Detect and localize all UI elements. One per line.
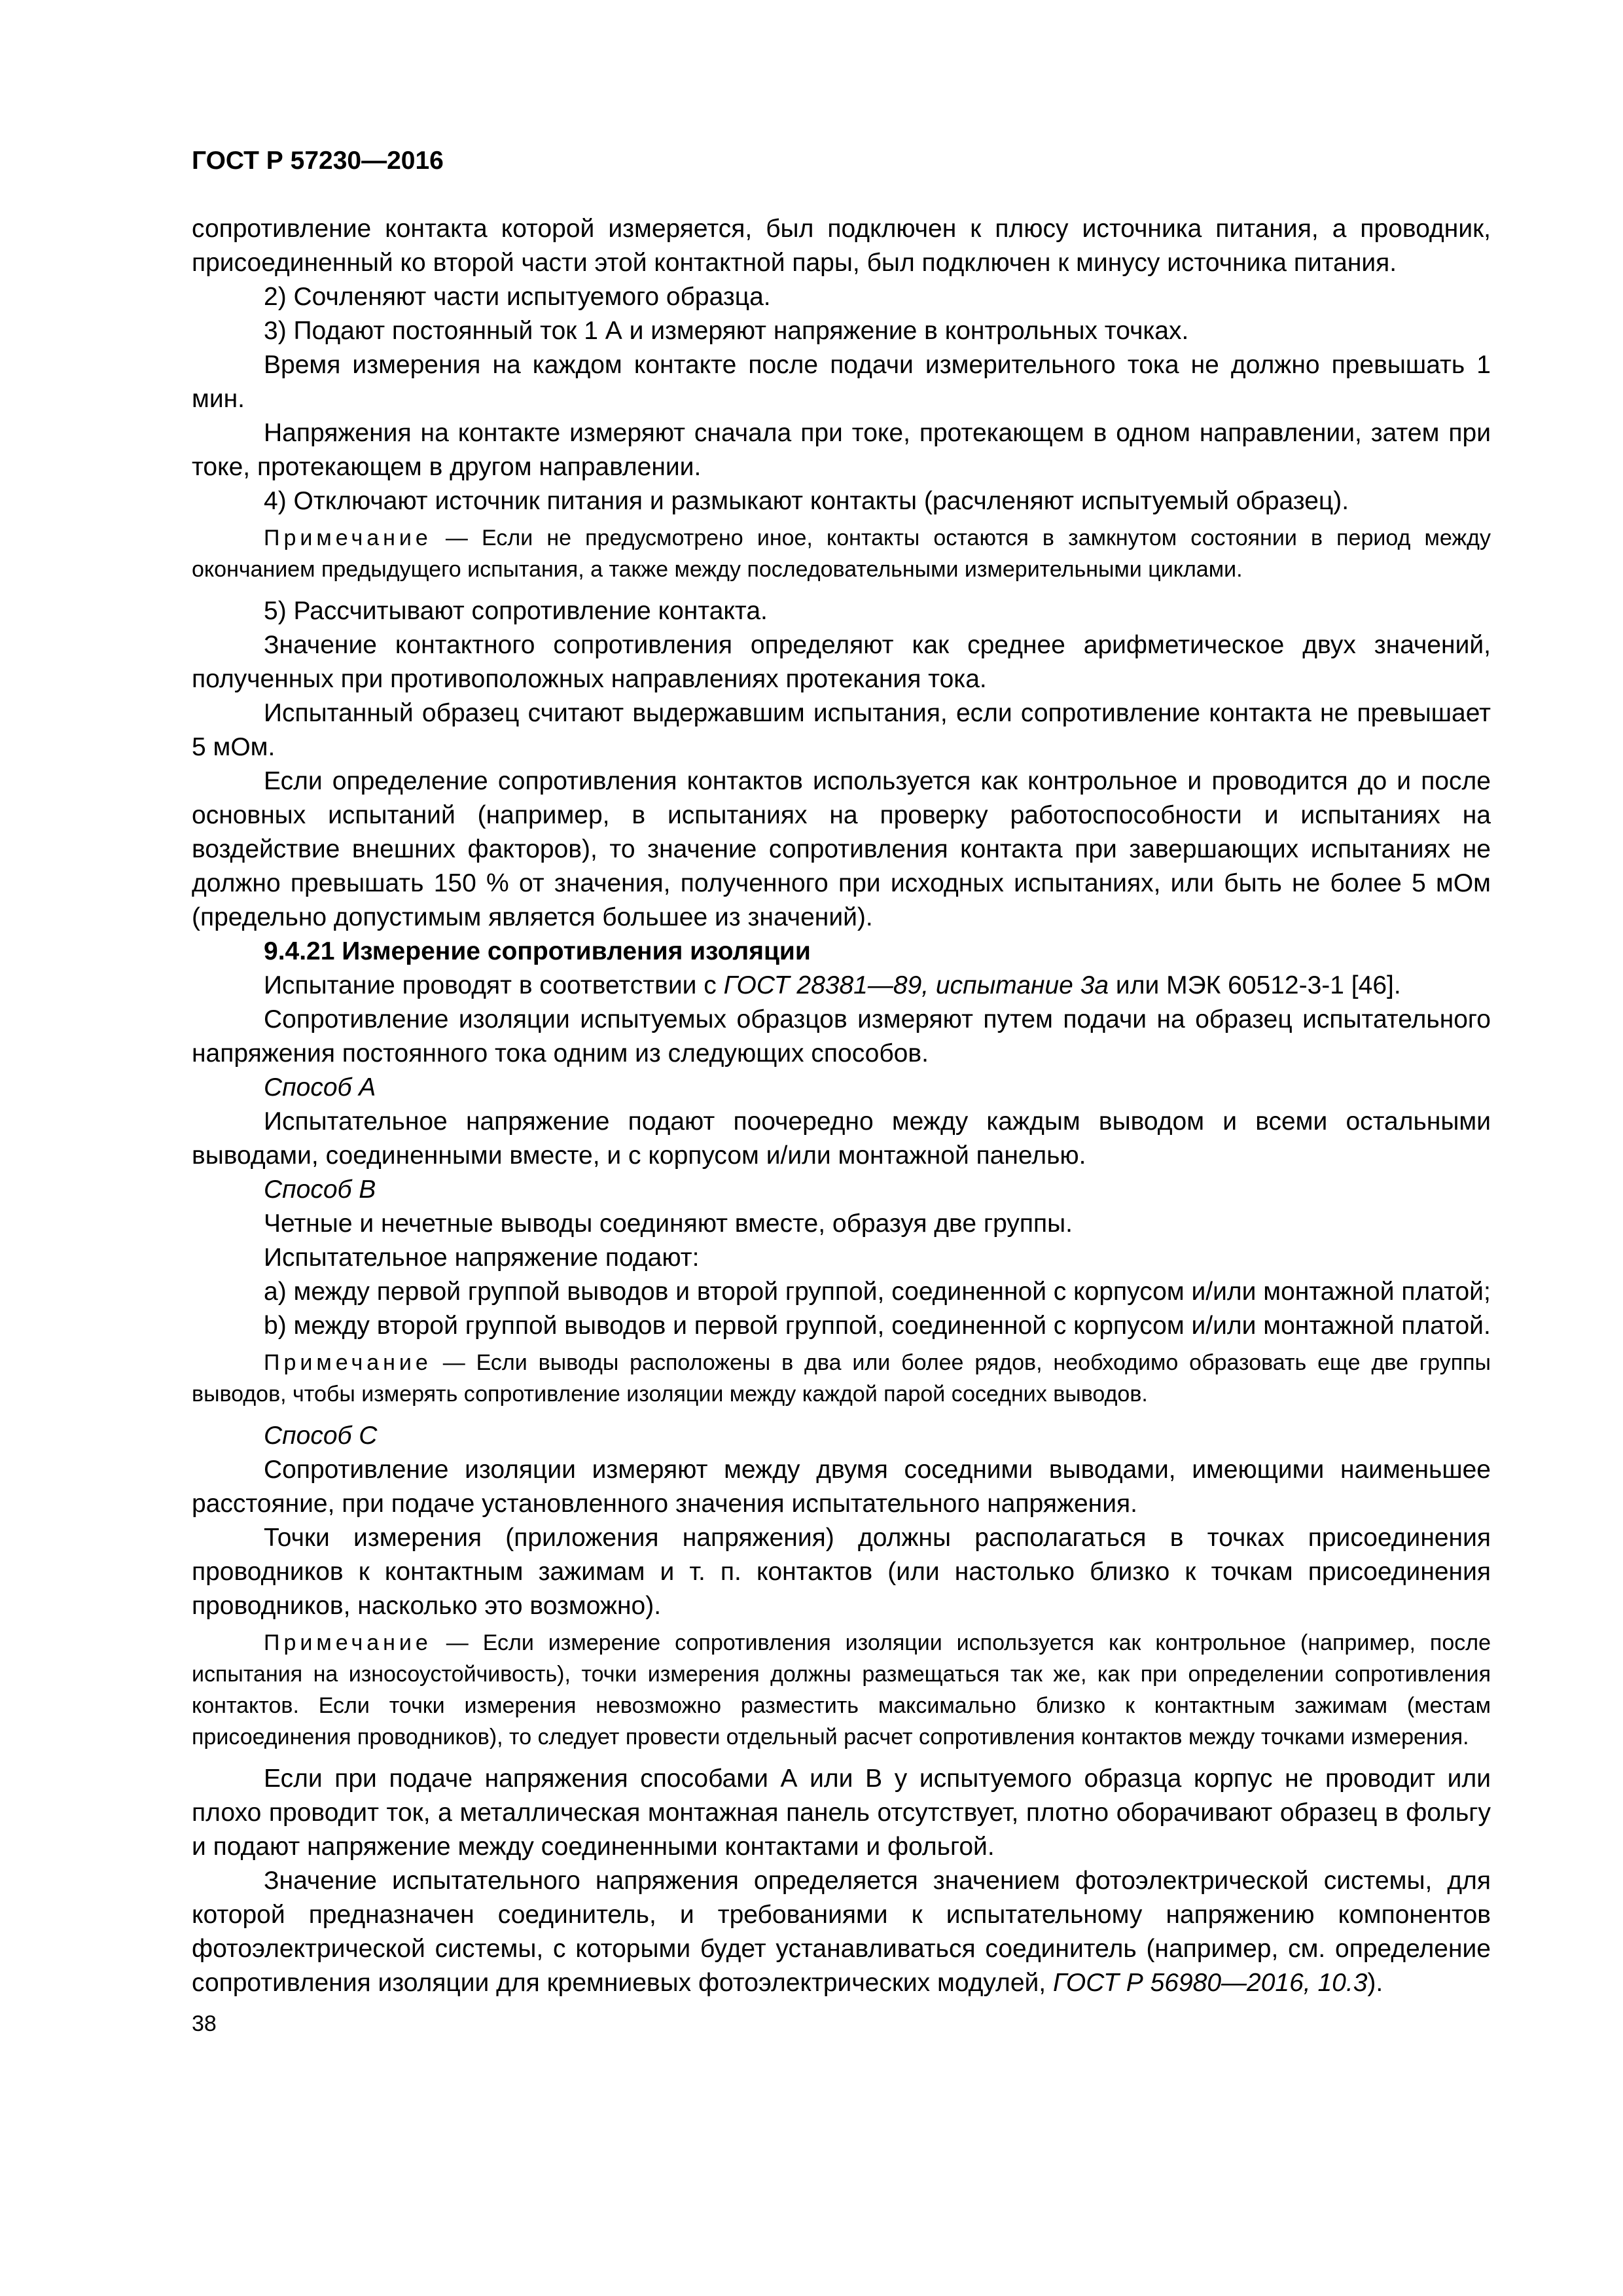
- paragraph: Напряжения на контакте измеряют сначала при токе, протекающем в одном направлении, затем при токе, протекающем в другом направлении.: [192, 419, 1491, 481]
- method-subheading: Способ В: [264, 1175, 376, 1204]
- text-run: ).: [1367, 1969, 1383, 1997]
- note-label: Примечание: [264, 1350, 432, 1375]
- note-label: Примечание: [264, 526, 432, 550]
- note: [192, 522, 1491, 585]
- paragraph: Испытательное напряжение подают:: [264, 1244, 700, 1272]
- note-label: Примечание: [264, 1630, 432, 1655]
- paragraph: Испытанный образец считают выдержавшим испытания, если сопротивление контакта не превышает 5 мОм.: [192, 699, 1491, 761]
- method-subheading: Способ А: [264, 1073, 376, 1102]
- standard-reference: ГОСТ Р 56980—2016, 10.3: [1052, 1969, 1368, 1997]
- paragraph: Точки измерения (приложения напряжения) должны располагаться в точках присоединения проводников к контактным зажимам и т. п. контактов (или настолько близко к точкам присоединения проводников, насколько это возможно).: [192, 1524, 1491, 1620]
- list-item: 3) Подают постоянный ток 1 А и измеряют напряжение в контрольных точках.: [264, 317, 1189, 345]
- paragraph: Сопротивление изоляции измеряют между двумя соседними выводами, имеющими наименьшее расстояние, при подаче установленного значения испытательного напряжения.: [192, 1456, 1491, 1518]
- paragraph: Испытательное напряжение подают поочередно между каждым выводом и всеми остальными выводами, соединенными вместе, и с корпусом и/или монтажной панелью.: [192, 1107, 1491, 1170]
- document-code-header: ГОСТ Р 57230—2016: [192, 147, 444, 175]
- note-text: — Если не предусмотрено иное, контакты остаются в замкнутом состоянии в период между окончанием предыдущего испытания, а также между последовательными измерительными циклами.: [192, 526, 1491, 582]
- section-heading: 9.4.21 Измерение сопротивления изоляции: [264, 937, 811, 965]
- document-page: [192, 144, 1491, 2039]
- paragraph: Время измерения на каждом контакте после подачи измерительного тока не должно превышать 1 мин.: [192, 351, 1491, 413]
- note: [192, 1627, 1491, 1753]
- paragraph: Сопротивление изоляции испытуемых образцов измеряют путем подачи на образец испытательного напряжения постоянного тока одним из следующих способов.: [192, 1005, 1491, 1067]
- paragraph: [192, 1864, 1491, 2000]
- paragraph: сопротивление контакта которой измеряется, был подключен к плюсу источника питания, а проводник, присоединенный ко второй части этой контактной пары, был подключен к минусу источника питания.: [192, 215, 1491, 277]
- standard-reference: ГОСТ 28381—89, испытание 3а: [723, 971, 1109, 999]
- list-item: b) между второй группой выводов и первой группой, соединенной с корпусом и/или монтажной платой.: [264, 1312, 1491, 1340]
- note-text: — Если измерение сопротивления изоляции используется как контрольное (например, после испытания на износоустойчивость), точки измерения должны размещаться так же, как при определении сопротивления контактов. Если точки измерения невозможно разместить максимально близко к контактным зажимам (местам присоединения проводников), то следует провести отдельный расчет сопротивления контактов между точками измерения.: [192, 1630, 1491, 1749]
- method-subheading: Способ С: [264, 1422, 378, 1450]
- paragraph: Значение контактного сопротивления определяют как среднее арифметическое двух значений, полученных при противоположных направлениях протекания тока.: [192, 631, 1491, 693]
- list-item: 5) Рассчитывают сопротивление контакта.: [264, 597, 768, 625]
- text-run: Значение испытательного напряжения определяется значением фотоэлектрической системы, для которой предназначен соединитель, и требованиями к испытательному напряжению компонентов фотоэлектрической системы, с которыми будет устанавливаться соединитель (например, см. определение сопротивления изоляции для кремниевых фотоэлектрических модулей,: [192, 1867, 1491, 1997]
- paragraph: [192, 969, 1491, 1003]
- paragraph: Если определение сопротивления контактов используется как контрольное и проводится до и после основных испытаний (например, в испытаниях на проверку работоспособности и испытаниях на воздействие внешних факторов), то значение сопротивления контакта при завершающих испытаниях не должно превышать 150 % от значения, полученного при исходных испытаниях, или быть не более 5 мОм (предельно допустимым является большее из значений).: [192, 767, 1491, 931]
- list-item: 2) Сочленяют части испытуемого образца.: [264, 283, 771, 311]
- paragraph: Четные и нечетные выводы соединяют вместе, образуя две группы.: [264, 1210, 1073, 1238]
- page-number: 38: [192, 2011, 217, 2036]
- list-item: a) между первой группой выводов и второй группой, соединенной с корпусом и/или монтажной платой;: [264, 1278, 1491, 1306]
- list-item: 4) Отключают источник питания и размыкают контакты (расчленяют испытуемый образец).: [264, 487, 1349, 515]
- paragraph: Если при подаче напряжения способами А или В у испытуемого образца корпус не проводит или плохо проводит ток, а металлическая монтажная панель отсутствует, плотно оборачивают образец в фольгу и подают напряжение между соединенными контактами и фольгой.: [192, 1765, 1491, 1861]
- text-run: или МЭК 60512-3-1 [46].: [1109, 971, 1401, 999]
- text-run: Испытание проводят в соответствии с: [264, 971, 724, 999]
- note-text: — Если выводы расположены в два или более рядов, необходимо образовать еще две группы выводов, чтобы измерять сопротивление изоляции между каждой парой соседних выводов.: [192, 1350, 1491, 1407]
- note: [192, 1347, 1491, 1410]
